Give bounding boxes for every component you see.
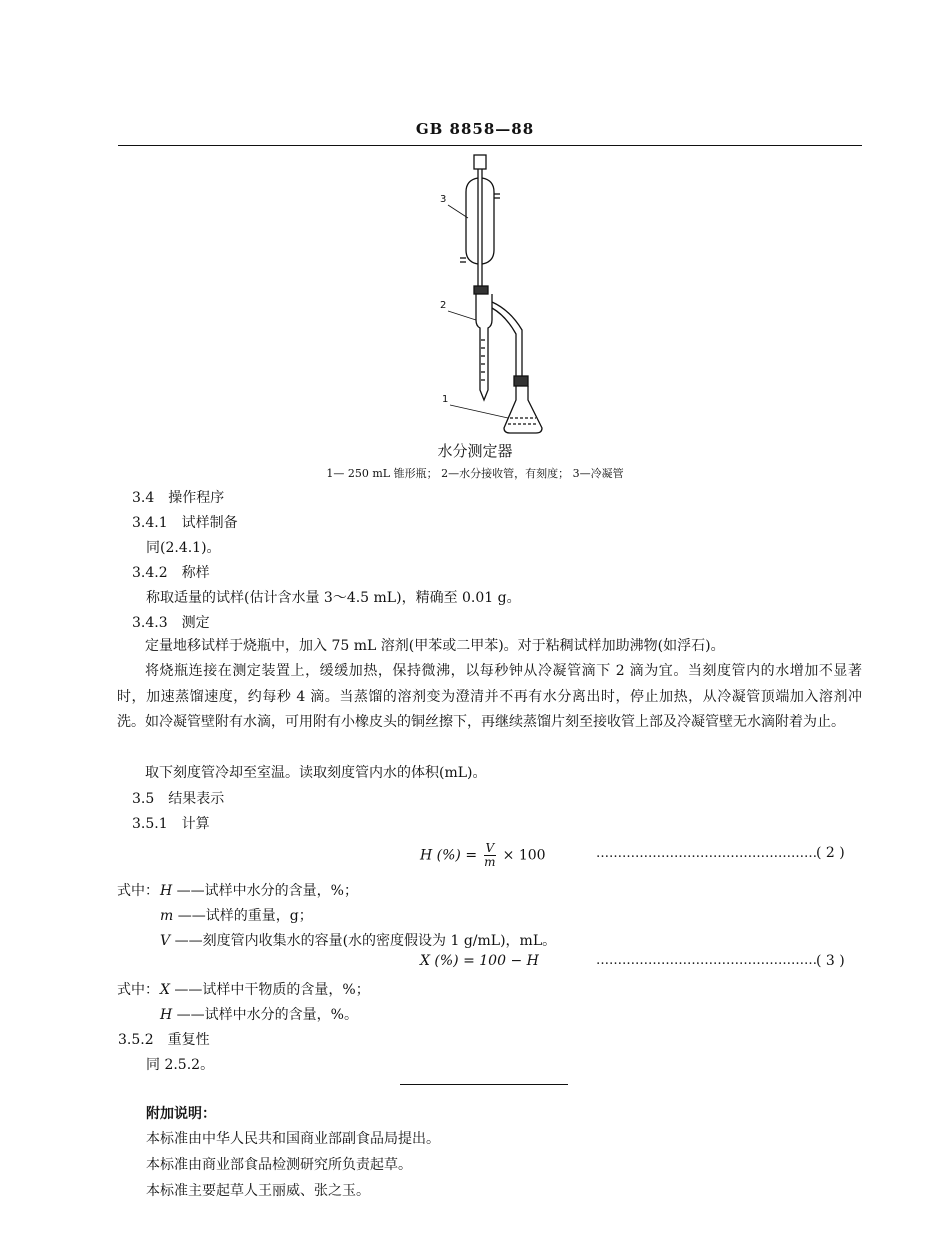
where-2-desc-h: ——试样中水分的含量，%。 [176,1007,358,1023]
where-1-item-h [160,880,358,900]
section-3-4-heading: 3.4 操作程序 [132,490,225,506]
formula-2-leader-dots: …………………………………………… [596,846,817,861]
where-2-item-x [160,979,370,999]
where-2-symbol-x: X [160,982,170,998]
where-2-prefix: 式中： [117,982,159,998]
where-2-desc-x: ——试样中干物质的含量，%； [174,982,370,998]
formula-2 [420,842,546,869]
notes-line-2: 本标准由商业部食品检测研究所负责起草。 [146,1157,412,1173]
formula-2-number: ( 2 ) [816,845,845,861]
section-3-4-1-body: 同(2.4.1)。 [146,540,221,556]
figure-caption: 水分测定器 [437,442,513,460]
where-2-item-h [160,1004,358,1024]
conical-flask [504,386,542,433]
where-1-prefix: 式中： [117,883,159,899]
where-2-symbol-h: H [160,1007,173,1023]
formula-2-denominator: m [484,855,496,869]
header-rule [118,145,862,146]
notes-line-1: 本标准由中华人民共和国商业部副食品局提出。 [146,1131,440,1147]
formula-2-numerator: V [485,841,495,855]
where-1-item-m [160,905,313,925]
formula-3: X (%) = 100 − H [420,953,539,969]
section-3-4-3-paragraph-1: 定量地移试样于烧瓶中，加入 75 mL 溶剂(甲苯或二甲苯)。对于粘稠试样加助沸物(如浮石)。 [145,638,725,654]
section-3-4-2-body: 称取适量的试样(估计含水量 3～4.5 mL)，精确至 0.01 g。 [146,590,521,606]
notes-line-3: 本标准主要起草人王丽威、张之玉。 [146,1183,370,1199]
section-3-5-2-body: 同 2.5.2。 [146,1057,215,1073]
where-1-symbol-v: V [160,933,171,949]
where-1-symbol-m: m [160,908,174,924]
stopper [474,286,488,294]
figure-legend: 1— 250 mL 锥形瓶； 2—水分接收管，有刻度； 3—冷凝管 [326,467,624,480]
separator-rule [400,1084,568,1085]
side-arm [492,302,522,376]
formula-2-fraction [484,842,497,869]
receiving-tube [476,294,492,400]
formula-3-leader-dots: …………………………………………… [596,953,817,968]
condenser-jacket-right [482,178,494,264]
section-3-4-3-heading: 3.4.3 测定 [132,615,210,631]
section-3-4-3-paragraph-3: 取下刻度管冷却至室温。读取刻度管内水的体积(mL)。 [145,765,487,781]
where-1-symbol-h: H [160,883,173,899]
section-3-4-2-heading: 3.4.2 称样 [132,565,210,581]
condenser-top-cap [474,155,486,169]
label-2: 2 [440,300,447,311]
notes-title: 附加说明： [146,1106,216,1122]
where-1-item-v [160,930,556,950]
where-1-desc-m: ——试样的重量，g； [177,908,313,924]
condenser-jacket-left [466,178,478,264]
label-3: 3 [440,194,447,205]
section-3-4-3-paragraph-2: 将烧瓶连接在测定装置上，缓缓加热，保持微沸，以每秒钟从冷凝管滴下 2 滴为宜。当刻度管内的水增加不显著时，加速蒸馏速度，约每秒 4 滴。当蒸馏的溶剂变为澄清并不再有水分离出时，停止加热，从冷凝管顶端加入溶剂冲洗。如冷凝管壁附有水滴，可用附有小橡皮头的铜丝擦下，再继续蒸馏片刻至接收管上部及冷凝管壁无水滴附着为止。 [117,663,862,730]
section-3-5-2-heading: 3.5.2 重复性 [118,1032,210,1048]
formula-2-rhs: × 100 [502,847,546,864]
section-3-5-1-heading: 3.5.1 计算 [132,816,210,832]
section-3-4-1-heading: 3.4.1 试样制备 [132,515,238,531]
page-header-title: GB 8858—88 [415,120,535,138]
water-determination-apparatus-diagram [430,150,560,440]
where-1-desc-v: ——刻度管内收集水的容量(水的密度假设为 1 g/mL)，mL。 [174,933,557,949]
section-3-5-heading: 3.5 结果表示 [132,791,225,807]
label-1: 1 [442,394,449,405]
formula-3-number: ( 3 ) [816,953,845,969]
formula-2-lhs: H (%) = [420,847,478,864]
where-1-desc-h: ——试样中水分的含量，%； [176,883,358,899]
